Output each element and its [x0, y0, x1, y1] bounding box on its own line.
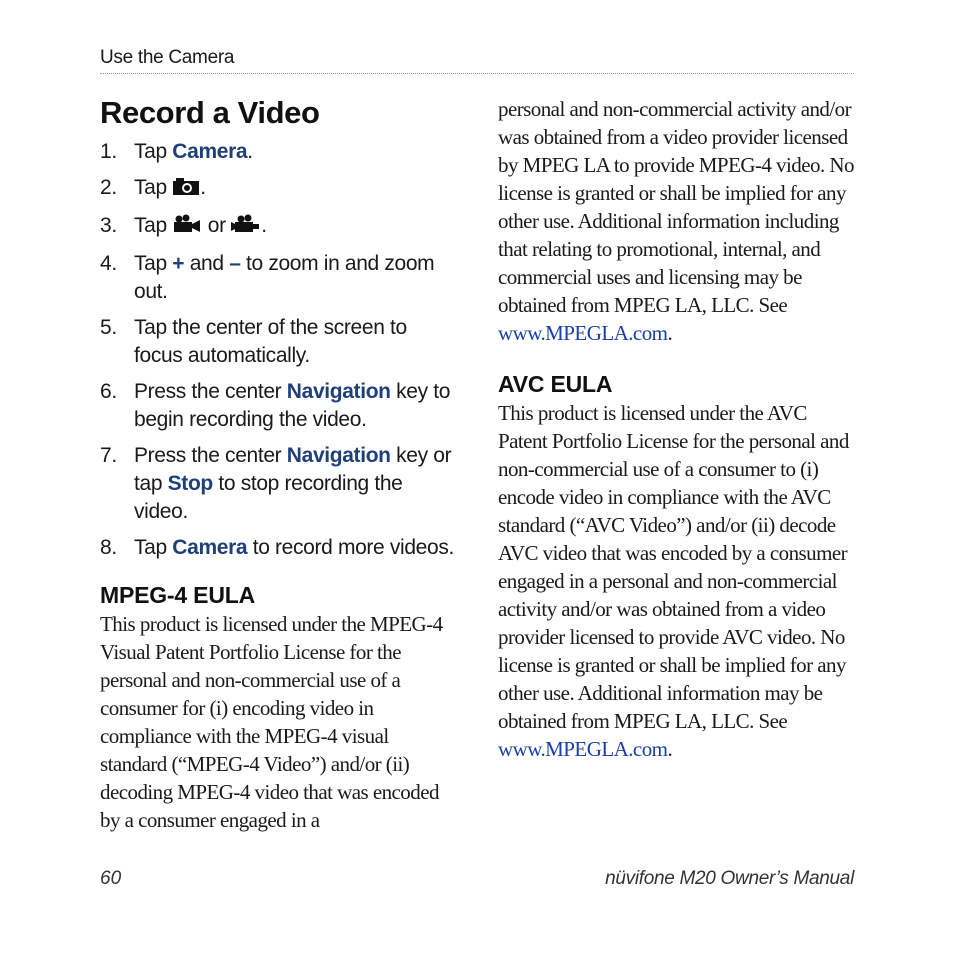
step-text: key or tap	[134, 444, 452, 495]
step-number: 1.	[100, 140, 117, 163]
page-title: Record a Video	[100, 95, 320, 130]
list-item	[100, 212, 460, 242]
navigation-keyword: Navigation	[286, 444, 391, 467]
step-text: .	[247, 140, 253, 163]
manual-title: nüvifone M20 Owner’s Manual	[605, 868, 854, 889]
step-text: to record more videos.	[247, 536, 454, 559]
step-text: Press the center	[134, 380, 287, 403]
camera-keyword: Camera	[172, 140, 248, 163]
step-text: Tap	[134, 214, 173, 237]
step-text: or	[202, 214, 232, 237]
camera-icon	[172, 176, 200, 204]
avc-eula-text	[498, 399, 858, 763]
step-number: 4.	[100, 252, 117, 275]
step-number: 8.	[100, 536, 117, 559]
video-camera-record-icon	[231, 214, 261, 242]
step-number: 5.	[100, 316, 117, 339]
mpeg4-eula-text: This product is licensed under the MPEG-4 Visual Patent Portfolio License for the personal and non-commercial use of a consumer for (i) encoding video in compliance with the MPEG-4 visual standard (“MPEG-4 Video”) and/or (ii) decoding MPEG-4 video that was encoded by a consumer engaged in a	[100, 612, 443, 832]
zoom-out-keyword: –	[229, 252, 241, 275]
step-number: 6.	[100, 380, 117, 403]
running-header	[100, 47, 854, 74]
left-column	[100, 94, 460, 834]
zoom-in-keyword: +	[172, 252, 185, 275]
steps-list	[100, 138, 460, 562]
step-text: .	[200, 176, 206, 199]
mpeg4-eula-heading: MPEG-4 EULA	[100, 582, 255, 608]
list-item	[100, 442, 460, 526]
step-text: Press the center	[134, 444, 287, 467]
video-camera-icon	[172, 214, 202, 242]
step-number: 7.	[100, 444, 117, 467]
mpegla-link[interactable]: www.MPEGLA.com	[498, 737, 668, 761]
step-text: to zoom in and zoom out.	[134, 252, 435, 303]
step-number: 2.	[100, 176, 117, 199]
step-text: Tap	[134, 176, 173, 199]
navigation-keyword: Navigation	[286, 380, 391, 403]
list-item	[100, 250, 460, 306]
step-text: to stop recording the video.	[134, 472, 403, 523]
list-item	[100, 138, 460, 166]
camera-keyword: Camera	[172, 536, 248, 559]
step-number: 3.	[100, 214, 117, 237]
mpeg4-eula-continued-text: personal and non-commercial activity and/or was obtained from a video provider licensed by MPEG LA to provide MPEG-4 video. No license is granted or shall be implied for any other use. Additional information including that relating to promotional, internal, and commercial uses and licensing may be obtained from MPEG LA, LLC. See	[498, 97, 854, 317]
step-text: Tap	[134, 140, 173, 163]
step-text: Tap	[134, 252, 173, 275]
period: .	[667, 737, 673, 761]
period: .	[667, 321, 673, 345]
page-number: 60	[100, 868, 122, 889]
step-text: key to begin recording the video.	[134, 380, 451, 431]
step-text: and	[184, 252, 230, 275]
list-item	[100, 174, 460, 204]
mpeg4-eula-continued	[498, 95, 858, 347]
step-text: Tap the center of the screen to focus automatically.	[134, 316, 407, 367]
avc-eula-heading: AVC EULA	[498, 371, 613, 397]
step-text: .	[261, 214, 267, 237]
step-text: Tap	[134, 536, 173, 559]
right-column	[498, 95, 858, 763]
list-item	[100, 314, 460, 370]
section-title: Use the Camera	[100, 47, 235, 68]
avc-eula-body: This product is licensed under the AVC Patent Portfolio License for the personal and non-commercial use of a consumer to (i) encode video in compliance with the AVC standard (“AVC Video”) and/or (ii) decode AVC video that was encoded by a consumer engaged in a personal and non-commercial activity and/or was obtained from a video provider licensed to provide AVC video. No license is granted or shall be implied for any other use. Additional information may be obtained from MPEG LA, LLC. See	[498, 401, 849, 733]
stop-keyword: Stop	[167, 472, 213, 495]
mpegla-link[interactable]: www.MPEGLA.com	[498, 321, 668, 345]
list-item	[100, 534, 460, 562]
list-item	[100, 378, 460, 434]
